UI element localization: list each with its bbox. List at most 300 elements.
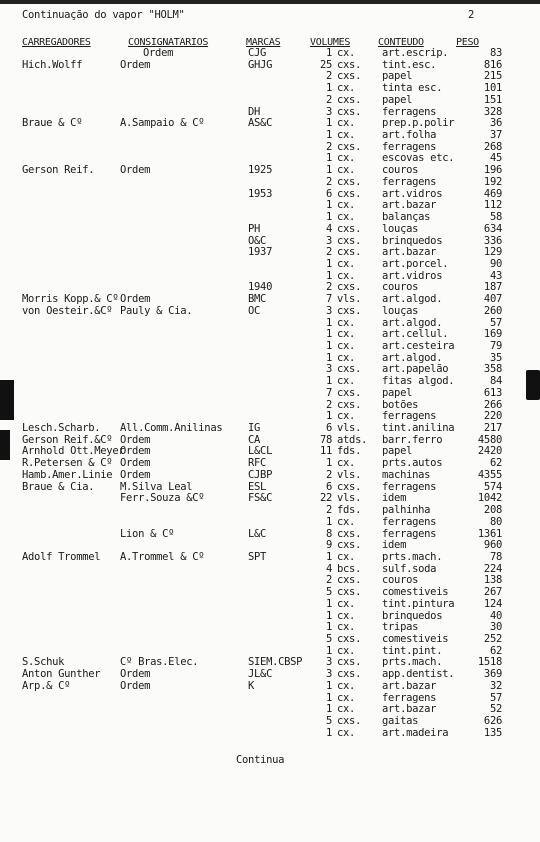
header-volumes: VOLUMES <box>310 37 351 48</box>
cell-volume-count: 8 <box>325 527 332 540</box>
cell-volume-count: 1 <box>325 257 332 270</box>
cell-volume-count: 5 <box>325 586 332 599</box>
cell-weight: 208 <box>483 504 502 517</box>
cell-volume-unit: cx. <box>337 644 356 657</box>
cell-volume-unit: cxs. <box>337 234 362 247</box>
cell-volume-count: 3 <box>325 668 332 681</box>
cell-volume-count: 1 <box>325 691 332 704</box>
cell-volume-unit: cx. <box>337 316 356 329</box>
cell-marks: BMC <box>248 293 267 306</box>
cell-volume-count: 1 <box>325 129 332 142</box>
cell-contents: ferragens <box>382 527 437 540</box>
cell-weight: 267 <box>483 586 502 599</box>
cell-contents: art.vidros <box>382 269 443 282</box>
cell-volume-count: 1 <box>325 316 332 329</box>
cell-contents: papel <box>382 445 413 458</box>
cell-weight: 78 <box>489 550 502 563</box>
cell-marks: FS&C <box>248 492 273 505</box>
cell-volume-unit: bcs. <box>337 562 362 575</box>
cell-volume-unit: cx. <box>337 609 356 622</box>
cell-volume-unit: cxs. <box>337 175 362 188</box>
cell-volume-count: 1 <box>325 199 332 212</box>
cell-marks: RFC <box>248 457 267 470</box>
cell-contents: brinquedos <box>382 609 443 622</box>
cell-marks: O&C <box>248 234 267 247</box>
cell-contents: ferragens <box>382 175 437 188</box>
cell-weight: 187 <box>483 281 502 294</box>
cell-weight: 135 <box>483 726 502 739</box>
cell-consignee: Ordem <box>120 164 151 177</box>
cell-volume-unit: vls. <box>337 492 362 505</box>
cell-contents: prts.autos <box>382 457 443 470</box>
cell-volume-unit: cxs. <box>337 386 362 399</box>
cell-volume-count: 3 <box>325 105 332 118</box>
cell-volume-count: 3 <box>325 363 332 376</box>
cell-volume-count: 2 <box>325 504 332 517</box>
cell-volume-count: 5 <box>325 715 332 728</box>
cell-consignee: Cº Bras.Elec. <box>120 656 199 669</box>
cell-contents: ferragens <box>382 691 437 704</box>
cell-marks: 1953 <box>248 187 273 200</box>
cell-volume-count: 2 <box>325 468 332 481</box>
cell-volume-unit: cx. <box>337 457 356 470</box>
cell-weight: 79 <box>489 340 502 352</box>
cell-contents: prep.p.polir <box>382 117 455 130</box>
cell-contents: art.porcel. <box>382 257 449 270</box>
cell-weight: 407 <box>483 293 502 306</box>
cell-volume-count: 2 <box>325 93 332 106</box>
cell-consignee: A.Trommel & Cº <box>120 550 205 563</box>
cell-contents: art.bazar <box>382 679 437 692</box>
cell-contents: art.madeira <box>382 726 449 739</box>
cell-contents: ferragens <box>382 515 437 528</box>
cell-shipper: von Oesteir.&Cº <box>22 304 113 317</box>
cell-marks: 1940 <box>248 281 273 294</box>
cell-volume-count: 1 <box>325 609 332 622</box>
cell-volume-count: 9 <box>325 539 332 552</box>
cell-consignee: Ordem <box>120 293 151 306</box>
cell-marks: 1937 <box>248 246 273 259</box>
cell-volume-count: 1 <box>325 550 332 563</box>
cell-volume-unit: cxs. <box>337 668 362 681</box>
cell-marks: OC <box>248 304 261 317</box>
cell-contents: art.folha <box>382 129 437 142</box>
cell-weight: 62 <box>489 457 502 470</box>
cell-contents: couros <box>382 574 419 587</box>
cell-volume-unit: cx. <box>337 47 356 59</box>
cell-contents: idem <box>382 539 407 552</box>
cell-contents: papel <box>382 70 413 83</box>
cell-weight: 35 <box>489 351 502 364</box>
cell-volume-count: 2 <box>325 246 332 259</box>
cell-volume-unit: cx. <box>337 117 356 130</box>
cell-weight: 129 <box>483 246 502 259</box>
cell-contents: gaitas <box>382 715 419 728</box>
cell-consignee: Ordem <box>120 58 151 71</box>
cell-weight: 358 <box>483 363 502 376</box>
cell-shipper: Hamb.Amer.Linie <box>22 468 113 481</box>
cell-weight: 217 <box>483 422 502 435</box>
cell-contents: art.algod. <box>382 293 443 306</box>
cell-consignee: All.Comm.Anilinas <box>120 422 223 435</box>
header-marks: MARCAS <box>246 37 281 48</box>
cell-volume-count: 1 <box>325 457 332 470</box>
cell-volume-unit: vls. <box>337 468 362 481</box>
cell-weight: 574 <box>483 480 502 493</box>
cell-volume-unit: cx. <box>337 340 356 352</box>
cell-contents: art.cesteira <box>382 340 455 352</box>
header-contents: CONTEUDO <box>378 37 424 48</box>
cell-marks: CJG <box>248 47 267 59</box>
cell-volume-unit: cxs. <box>337 93 362 106</box>
cell-volume-unit: cx. <box>337 550 356 563</box>
cell-contents: art.algod. <box>382 316 443 329</box>
cell-volume-count: 1 <box>325 597 332 610</box>
cell-marks: 1925 <box>248 164 273 177</box>
cell-volume-unit: cx. <box>337 351 356 364</box>
cell-volume-unit: cx. <box>337 597 356 610</box>
cell-volume-count: 1 <box>325 47 332 59</box>
cell-volume-unit: cx. <box>337 621 356 634</box>
cell-volume-count: 2 <box>325 281 332 294</box>
cell-marks: SIEM.CBSP <box>248 656 303 669</box>
cell-weight: 37 <box>489 129 502 142</box>
cell-weight: 32 <box>489 679 502 692</box>
cell-volume-count: 6 <box>325 422 332 435</box>
cell-contents: ferragens <box>382 105 437 118</box>
cell-volume-count: 7 <box>325 293 332 306</box>
cell-volume-unit: cx. <box>337 129 356 142</box>
cell-volume-count: 1 <box>325 164 332 177</box>
cell-volume-count: 1 <box>325 375 332 388</box>
cell-volume-count: 6 <box>325 187 332 200</box>
cell-weight: 4355 <box>477 468 502 481</box>
cell-volume-count: 4 <box>325 222 332 235</box>
cell-volume-unit: cxs. <box>337 70 362 83</box>
header-consignee: CONSIGNATARIOS <box>128 37 209 48</box>
cell-volume-unit: cx. <box>337 410 356 423</box>
cell-weight: 36 <box>489 117 502 130</box>
cell-volume-count: 1 <box>325 211 332 224</box>
cell-volume-count: 6 <box>325 480 332 493</box>
cell-weight: 30 <box>489 621 502 634</box>
cell-volume-count: 1 <box>325 152 332 165</box>
cell-contents: couros <box>382 281 419 294</box>
cell-marks: PH <box>248 222 261 235</box>
cell-contents: barr.ferro <box>382 433 443 446</box>
cell-weight: 2420 <box>477 445 502 458</box>
cell-marks: JL&C <box>248 668 273 681</box>
cell-weight: 80 <box>489 515 502 528</box>
cell-volume-unit: cx. <box>337 375 356 388</box>
cell-consignee: Ordem <box>120 468 151 481</box>
cell-volume-unit: fds. <box>337 445 362 458</box>
cell-shipper: S.Schuk <box>22 656 65 669</box>
cell-contents: idem <box>382 492 407 505</box>
scan-top-edge <box>0 0 540 4</box>
cell-weight: 613 <box>483 386 502 399</box>
cell-volume-unit: cxs. <box>337 304 362 317</box>
cell-marks: L&C <box>248 527 267 540</box>
header-sub-ordem: Ordem <box>143 47 174 59</box>
cell-shipper: Gerson Reif. <box>22 164 95 177</box>
cell-weight: 469 <box>483 187 502 200</box>
cell-contents: app.dentist. <box>382 668 455 681</box>
cell-volume-unit: cxs. <box>337 105 362 118</box>
cell-volume-unit: cxs. <box>337 187 362 200</box>
cell-shipper: Anton Gunther <box>22 668 101 681</box>
cell-volume-unit: cxs. <box>337 246 362 259</box>
cell-volume-unit: cxs. <box>337 715 362 728</box>
cell-weight: 43 <box>489 269 502 282</box>
cell-consignee: Ordem <box>120 457 151 470</box>
page-number: 2 <box>468 9 475 21</box>
cell-weight: 1518 <box>477 656 502 669</box>
cell-weight: 816 <box>483 58 502 71</box>
cell-contents: art.bazar <box>382 199 437 212</box>
cell-weight: 84 <box>489 375 502 388</box>
cell-shipper: Braue & Cº <box>22 117 83 130</box>
cell-weight: 101 <box>483 82 502 95</box>
cell-volume-count: 11 <box>319 445 332 458</box>
cell-volume-count: 1 <box>325 703 332 716</box>
cell-marks: AS&C <box>248 117 273 130</box>
scan-left-edge-mark <box>0 380 14 420</box>
cell-volume-unit: cxs. <box>337 539 362 552</box>
cell-weight: 328 <box>483 105 502 118</box>
cell-contents: tint.anilina <box>382 422 455 435</box>
cell-volume-unit: cxs. <box>337 586 362 599</box>
cell-volume-unit: vls. <box>337 422 362 435</box>
cell-contents: fitas algod. <box>382 375 455 388</box>
footer-continua: Continua <box>236 754 285 766</box>
cell-contents: art.vidros <box>382 187 443 200</box>
cell-contents: tripas <box>382 621 419 634</box>
cell-weight: 57 <box>489 316 502 329</box>
cell-shipper: Hich.Wolff <box>22 58 83 71</box>
cell-contents: comestiveis <box>382 586 449 599</box>
cell-weight: 336 <box>483 234 502 247</box>
cell-consignee: Ordem <box>120 679 151 692</box>
cell-contents: palhinha <box>382 504 431 517</box>
cell-consignee: Ordem <box>120 433 151 446</box>
scan-right-edge-mark <box>526 370 540 400</box>
cell-volume-unit: cx. <box>337 703 356 716</box>
cell-volume-count: 5 <box>325 633 332 645</box>
cell-consignee: M.Silva Leal <box>120 480 193 493</box>
cell-shipper: Arnhold Ott.Meyer <box>22 445 125 458</box>
cell-contents: machinas <box>382 468 431 481</box>
cell-contents: brinquedos <box>382 234 443 247</box>
cell-volume-count: 4 <box>325 562 332 575</box>
page-title: Continuação do vapor "HOLM" <box>22 9 185 21</box>
cell-weight: 224 <box>483 562 502 575</box>
cell-volume-count: 2 <box>325 398 332 411</box>
cell-weight: 215 <box>483 70 502 83</box>
cell-weight: 124 <box>483 597 502 610</box>
cell-volume-unit: cx. <box>337 152 356 165</box>
cell-contents: escovas etc. <box>382 152 455 165</box>
cell-volume-unit: cxs. <box>337 281 362 294</box>
cell-contents: papel <box>382 386 413 399</box>
cell-contents: tint.esc. <box>382 58 437 71</box>
cell-volume-unit: cx. <box>337 211 356 224</box>
cell-consignee: Ordem <box>120 445 151 458</box>
cell-weight: 52 <box>489 703 502 716</box>
cell-contents: tint.pint. <box>382 644 443 657</box>
cell-contents: prts.mach. <box>382 656 443 669</box>
cell-volume-count: 2 <box>325 175 332 188</box>
cell-volume-unit: cx. <box>337 515 356 528</box>
cell-contents: comestiveis <box>382 633 449 645</box>
cell-weight: 58 <box>489 211 502 224</box>
cell-shipper: Adolf Trommel <box>22 550 101 563</box>
cell-contents: tint.pintura <box>382 597 455 610</box>
cell-weight: 57 <box>489 691 502 704</box>
cell-weight: 626 <box>483 715 502 728</box>
cell-contents: art.algod. <box>382 351 443 364</box>
header-shipper: CARREGADORES <box>22 37 91 48</box>
cell-contents: ferragens <box>382 410 437 423</box>
cell-volume-unit: cxs. <box>337 656 362 669</box>
cell-weight: 369 <box>483 668 502 681</box>
cell-weight: 220 <box>483 410 502 423</box>
cell-weight: 268 <box>483 140 502 153</box>
cell-volume-unit: cx. <box>337 328 356 341</box>
cell-contents: ferragens <box>382 480 437 493</box>
cell-contents: ferragens <box>382 140 437 153</box>
cell-marks: ESL <box>248 480 267 493</box>
cell-weight: 196 <box>483 164 502 177</box>
cell-volume-unit: cxs. <box>337 480 362 493</box>
cell-contents: tinta esc. <box>382 82 443 95</box>
cell-weight: 4580 <box>477 433 502 446</box>
cell-consignee: Ordem <box>120 668 151 681</box>
cell-weight: 169 <box>483 328 502 341</box>
cell-contents: louças <box>382 304 419 317</box>
cell-contents: balanças <box>382 211 431 224</box>
cell-volume-count: 1 <box>325 351 332 364</box>
cell-volume-count: 3 <box>325 234 332 247</box>
cell-shipper: R.Petersen & Cº <box>22 457 113 470</box>
cell-weight: 62 <box>489 644 502 657</box>
cell-shipper: Morris Kopp.& Cº <box>22 293 119 306</box>
cell-contents: art.bazar <box>382 246 437 259</box>
cell-weight: 83 <box>489 47 502 59</box>
cell-volume-unit: cxs. <box>337 527 362 540</box>
cell-volume-unit: cxs. <box>337 58 362 71</box>
cell-volume-unit: vls. <box>337 293 362 306</box>
cell-volume-count: 2 <box>325 140 332 153</box>
cell-weight: 1361 <box>477 527 502 540</box>
cell-shipper: Gerson Reif.&Cº <box>22 433 113 446</box>
cell-contents: botões <box>382 398 419 411</box>
cell-contents: prts.mach. <box>382 550 443 563</box>
cell-volume-unit: cx. <box>337 679 356 692</box>
cell-volume-unit: cxs. <box>337 140 362 153</box>
cell-volume-count: 3 <box>325 304 332 317</box>
cell-volume-count: 1 <box>325 679 332 692</box>
cell-weight: 266 <box>483 398 502 411</box>
cell-contents: art.bazar <box>382 703 437 716</box>
cell-volume-count: 1 <box>325 117 332 130</box>
cell-weight: 192 <box>483 175 502 188</box>
cell-weight: 151 <box>483 93 502 106</box>
cell-volume-count: 1 <box>325 515 332 528</box>
cell-volume-count: 1 <box>325 340 332 352</box>
cell-weight: 634 <box>483 222 502 235</box>
cell-volume-count: 3 <box>325 656 332 669</box>
cell-volume-unit: cx. <box>337 691 356 704</box>
cell-weight: 260 <box>483 304 502 317</box>
cell-marks: IG <box>248 422 261 435</box>
cell-marks: L&CL <box>248 445 273 458</box>
cell-weight: 90 <box>489 257 502 270</box>
cell-consignee: A.Sampaio & Cº <box>120 117 205 130</box>
cell-marks: SPT <box>248 550 267 563</box>
cell-volume-unit: cxs. <box>337 398 362 411</box>
cell-consignee: Ferr.Souza &Cº <box>120 492 205 505</box>
cell-volume-count: 2 <box>325 574 332 587</box>
cell-contents: papel <box>382 93 413 106</box>
cell-volume-count: 1 <box>325 644 332 657</box>
cell-contents: art.escrip. <box>382 47 449 59</box>
cell-contents: art.cellul. <box>382 328 449 341</box>
cell-volume-unit: cx. <box>337 164 356 177</box>
cell-volume-unit: cx. <box>337 269 356 282</box>
cell-consignee: Lion & Cº <box>120 527 175 540</box>
cell-volume-unit: cxs. <box>337 633 362 645</box>
cell-weight: 138 <box>483 574 502 587</box>
cell-volume-count: 7 <box>325 386 332 399</box>
cell-weight: 45 <box>489 152 502 165</box>
cell-volume-unit: cx. <box>337 82 356 95</box>
cell-volume-unit: cxs. <box>337 363 362 376</box>
cell-volume-unit: cxs. <box>337 574 362 587</box>
cell-marks: DH <box>248 105 261 118</box>
cell-volume-unit: cxs. <box>337 222 362 235</box>
cell-marks: GHJG <box>248 58 273 71</box>
cell-volume-count: 1 <box>325 726 332 739</box>
cell-volume-unit: cx. <box>337 257 356 270</box>
cell-weight: 1042 <box>477 492 502 505</box>
cell-weight: 960 <box>483 539 502 552</box>
cell-weight: 40 <box>489 609 502 622</box>
cell-volume-count: 1 <box>325 328 332 341</box>
cell-volume-unit: fds. <box>337 504 362 517</box>
cell-contents: louças <box>382 222 419 235</box>
cell-shipper: Arp.& Cº <box>22 679 71 692</box>
cell-volume-count: 22 <box>319 492 332 505</box>
cell-shipper: Lesch.Scharb. <box>22 422 101 435</box>
cell-volume-count: 1 <box>325 82 332 95</box>
cell-volume-count: 1 <box>325 621 332 634</box>
cell-weight: 112 <box>483 199 502 212</box>
cell-contents: art.papelão <box>382 363 449 376</box>
cell-volume-unit: atds. <box>337 433 368 446</box>
cell-consignee: Pauly & Cia. <box>120 304 193 317</box>
cell-contents: sulf.soda <box>382 562 437 575</box>
cell-volume-count: 1 <box>325 410 332 423</box>
cell-contents: couros <box>382 164 419 177</box>
cell-marks: CJBP <box>248 468 273 481</box>
cell-volume-count: 78 <box>319 433 332 446</box>
cell-shipper: Braue & Cia. <box>22 480 95 493</box>
cell-volume-unit: cx. <box>337 199 356 212</box>
scan-left-edge-mark <box>0 430 10 460</box>
cell-volume-unit: cx. <box>337 726 356 739</box>
cell-volume-count: 1 <box>325 269 332 282</box>
